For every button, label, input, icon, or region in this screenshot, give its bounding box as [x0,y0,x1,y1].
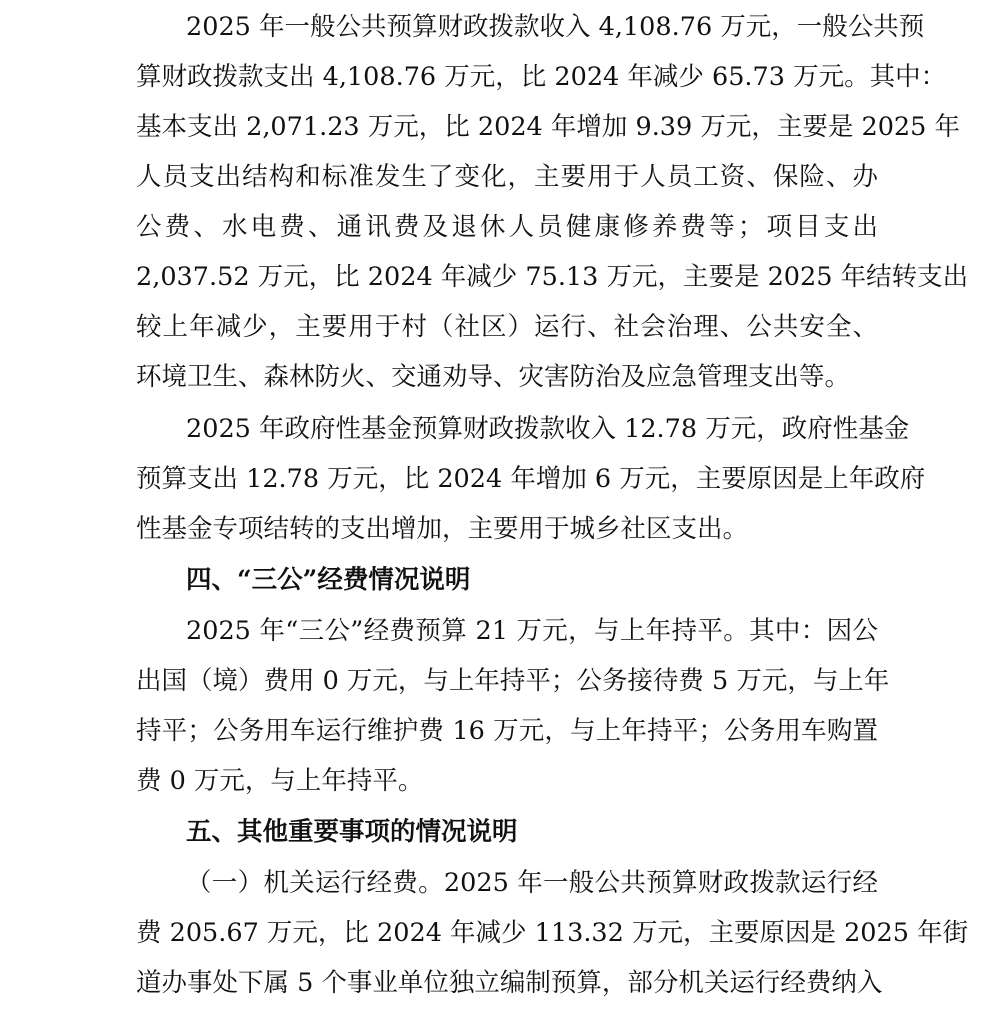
paragraph-1-line-5: 公费、水电费、通讯费及退休人员健康修养费等；项目支出 [136,212,878,242]
section-heading-4: 四、“三公”经费情况说明 [186,565,471,595]
paragraph-3-line-4: 费 0 万元，与上年持平。 [136,766,424,796]
paragraph-4-line-3: 道办事处下属 5 个事业单位独立编制预算，部分机关运行经费纳入 [136,968,883,998]
paragraph-3-line-2: 出国（境）费用 0 万元，与上年持平；公务接待费 5 万元，与上年 [136,666,890,696]
section-heading-5: 五、其他重要事项的情况说明 [186,817,518,847]
paragraph-2-line-3: 性基金专项结转的支出增加，主要用于城乡社区支出。 [136,514,749,544]
paragraph-1-line-7: 较上年减少，主要用于村（社区）运行、社会治理、公共安全、 [136,312,878,342]
paragraph-3-line-1: 2025 年“三公”经费预算 21 万元，与上年持平。其中：因公 [186,616,878,646]
paragraph-4-line-2: 费 205.67 万元，比 2024 年减少 113.32 万元，主要原因是 2025 年街 [136,918,969,948]
paragraph-4-line-1: （一）机关运行经费。2025 年一般公共预算财政拨款运行经 [186,868,878,898]
paragraph-1-line-2: 算财政拨款支出 4,108.76 万元，比 2024 年减少 65.73 万元。其中： [136,62,947,92]
paragraph-1-line-4: 人员支出结构和标准发生了变化，主要用于人员工资、保险、办 [136,162,878,192]
paragraph-2-line-1: 2025 年政府性基金预算财政拨款收入 12.78 万元，政府性基金 [186,414,910,444]
paragraph-1-line-8: 环境卫生、森林防火、交通劝导、灾害防治及应急管理支出等。 [136,362,851,392]
paragraph-2-line-2: 预算支出 12.78 万元，比 2024 年增加 6 万元，主要原因是上年政府 [136,464,926,494]
paragraph-3-line-3: 持平；公务用车运行维护费 16 万元，与上年持平；公务用车购置 [136,716,878,746]
paragraph-1-line-6: 2,037.52 万元，比 2024 年减少 75.13 万元，主要是 2025 年结转支出 [136,262,969,292]
paragraph-1-line-1: 2025 年一般公共预算财政拨款收入 4,108.76 万元，一般公共预 [186,12,925,42]
paragraph-1-line-3: 基本支出 2,071.23 万元，比 2024 年增加 9.39 万元，主要是 2025 年 [136,112,960,142]
